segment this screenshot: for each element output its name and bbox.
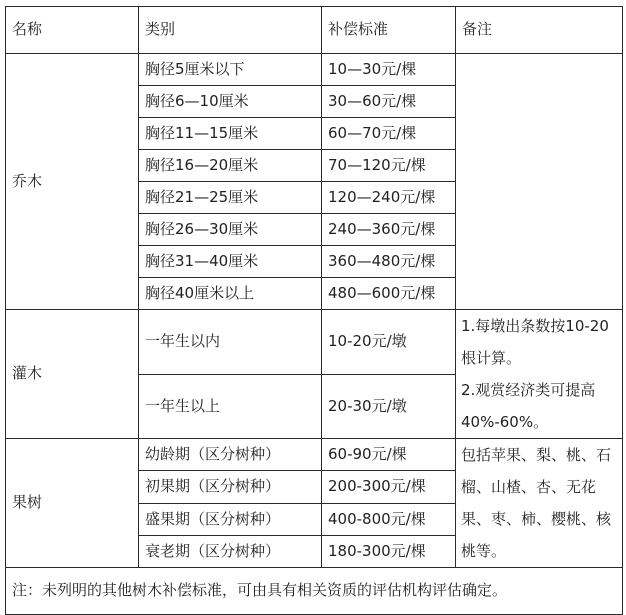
category-cell: 胸径40厘米以上 xyxy=(139,278,322,310)
remark-cell-arbor xyxy=(456,54,623,310)
footnote: 注：未列明的其他树木补偿标准，可由具有相关资质的评估机构评估确定。 xyxy=(6,568,623,615)
header-row xyxy=(6,7,623,54)
group-name-shrub: 灌木 xyxy=(6,310,139,439)
standard-cell: 200-300元/棵 xyxy=(322,471,456,503)
standard-cell: 360—480元/棵 xyxy=(322,246,456,278)
remark-line: 包括苹果、梨、桃、石榴、山楂、杏、无花果、枣、柿、樱桃、核桃等。 xyxy=(461,446,612,560)
category-cell: 一年生以内 xyxy=(139,310,322,375)
category-cell: 胸径11—15厘米 xyxy=(139,118,322,150)
standard-cell: 20-30元/墩 xyxy=(322,374,456,439)
standard-cell: 30—60元/棵 xyxy=(322,86,456,118)
standard-cell: 10—30元/棵 xyxy=(322,54,456,86)
compensation-table xyxy=(5,6,623,615)
category-cell: 胸径26—30厘米 xyxy=(139,214,322,246)
standard-cell: 60-90元/棵 xyxy=(322,439,456,471)
standard-cell: 10-20元/墩 xyxy=(322,310,456,375)
category-cell: 胸径21—25厘米 xyxy=(139,182,322,214)
header-standard: 补偿标准 xyxy=(322,7,456,54)
category-cell: 幼龄期（区分树种） xyxy=(139,439,322,471)
category-cell: 胸径31—40厘米 xyxy=(139,246,322,278)
category-cell: 盛果期（区分树种） xyxy=(139,503,322,535)
standard-cell: 400-800元/棵 xyxy=(322,503,456,535)
table-row xyxy=(6,54,623,86)
remark-cell-fruit xyxy=(456,439,623,568)
group-name-fruit: 果树 xyxy=(6,439,139,568)
remark-line: 2.观赏经济类可提高40%-60%。 xyxy=(461,381,596,431)
standard-cell: 480—600元/棵 xyxy=(322,278,456,310)
standard-cell: 120—240元/棵 xyxy=(322,182,456,214)
category-cell: 一年生以上 xyxy=(139,374,322,439)
category-cell: 胸径16—20厘米 xyxy=(139,150,322,182)
category-cell: 初果期（区分树种） xyxy=(139,471,322,503)
remark-cell-shrub xyxy=(456,310,623,439)
header-remark: 备注 xyxy=(456,7,623,54)
category-cell: 胸径6—10厘米 xyxy=(139,86,322,118)
category-cell: 衰老期（区分树种） xyxy=(139,535,322,567)
group-name-arbor: 乔木 xyxy=(6,54,139,310)
table-row xyxy=(6,439,623,471)
standard-cell: 180-300元/棵 xyxy=(322,535,456,567)
standard-cell: 70—120元/棵 xyxy=(322,150,456,182)
header-name: 名称 xyxy=(6,7,139,54)
standard-cell: 240—360元/棵 xyxy=(322,214,456,246)
standard-cell: 60—70元/棵 xyxy=(322,118,456,150)
note-row xyxy=(6,568,623,615)
header-category: 类别 xyxy=(139,7,322,54)
category-cell: 胸径5厘米以下 xyxy=(139,54,322,86)
table-row xyxy=(6,310,623,375)
remark-line: 1.每墩出条数按10-20根计算。 xyxy=(461,317,609,367)
